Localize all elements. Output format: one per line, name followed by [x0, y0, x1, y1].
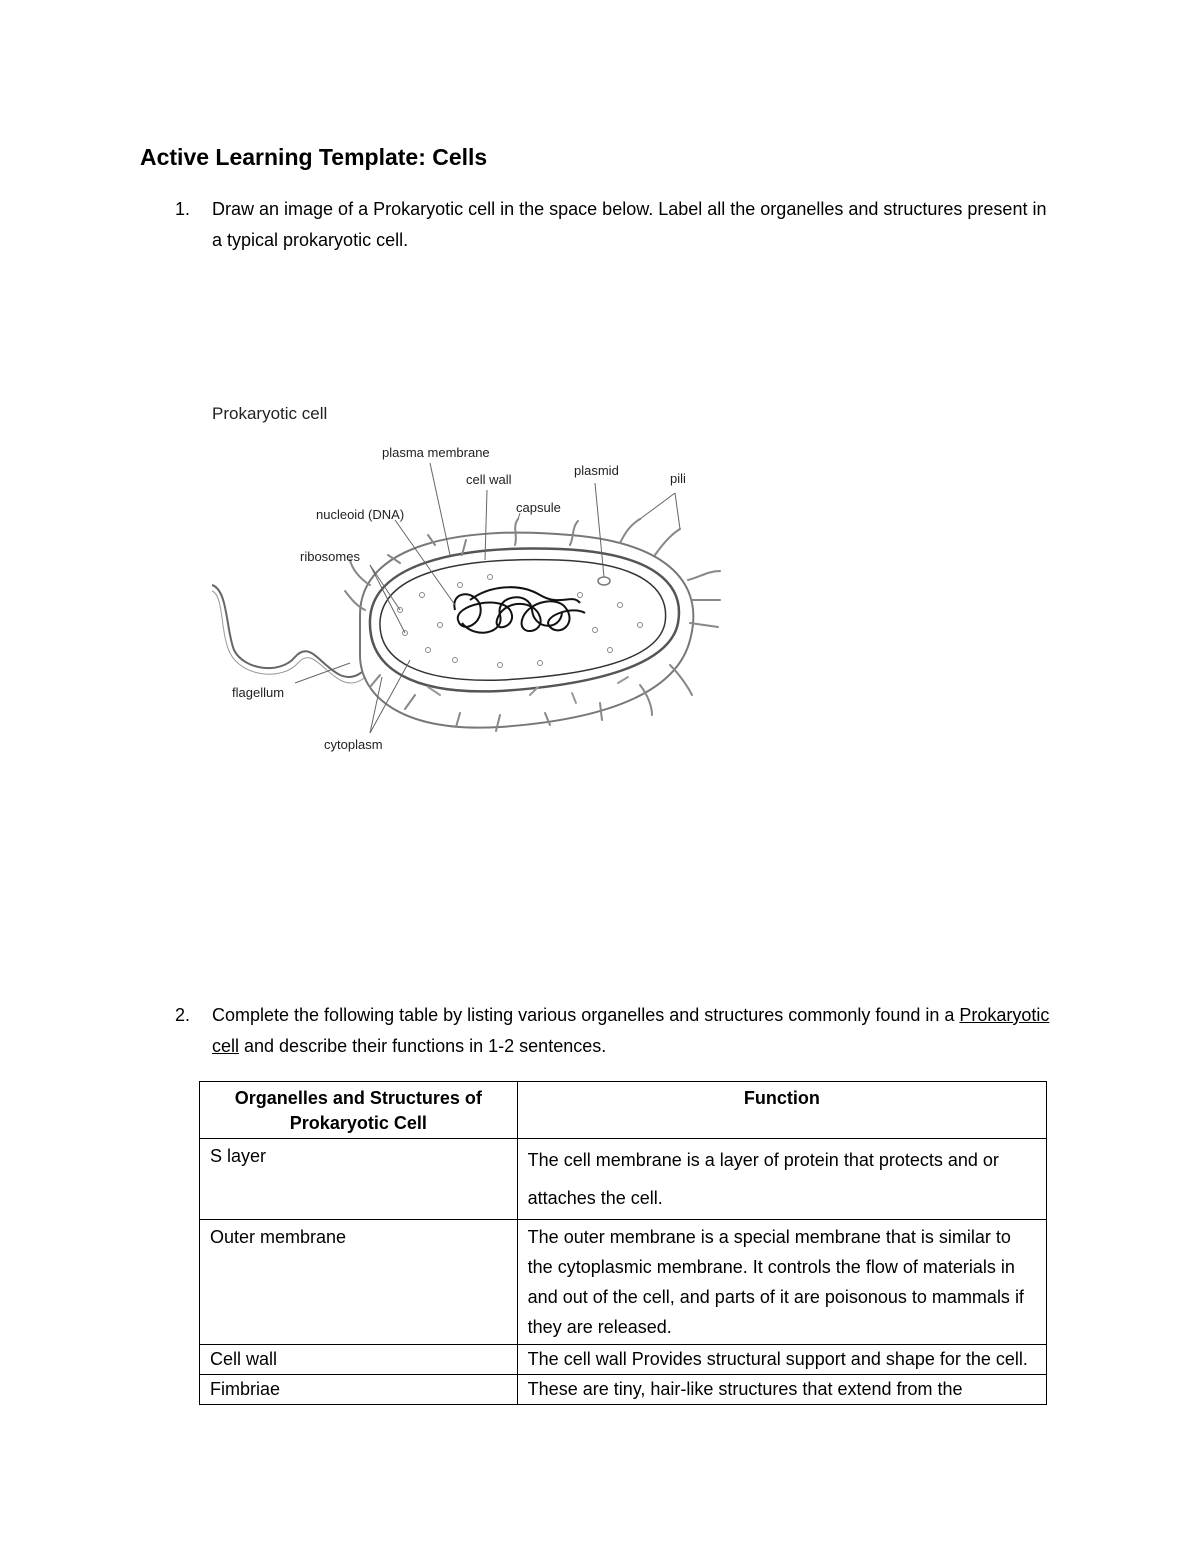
- label-pili: pili: [670, 471, 686, 486]
- label-flagellum: flagellum: [232, 685, 285, 700]
- label-cytoplasm: cytoplasm: [324, 737, 383, 752]
- table-cell-function: These are tiny, hair-like structures that extend from the: [517, 1375, 1046, 1405]
- label-plasma-membrane: plasma membrane: [382, 445, 490, 460]
- label-plasmid: plasmid: [574, 463, 619, 478]
- question-2: [175, 1000, 1055, 1062]
- table-row: [200, 1375, 1047, 1405]
- label-nucleoid: nucleoid (DNA): [316, 507, 405, 522]
- table-header-function: Function: [517, 1082, 1046, 1139]
- table-header-structure: Organelles and Structures of Prokaryotic Cell: [200, 1082, 518, 1139]
- question-1-number: 1.: [175, 199, 191, 219]
- table-cell-structure: S layer: [200, 1139, 518, 1220]
- table-row: [200, 1139, 1047, 1220]
- label-ribosomes: ribosomes: [300, 549, 360, 564]
- table-cell-structure: Outer membrane: [200, 1220, 518, 1345]
- table-cell-structure: Fimbriae: [200, 1375, 518, 1405]
- table-cell-function: The outer membrane is a special membrane that is similar to the cytoplasmic membrane. It controls the flow of materials in and out of the cell, and parts of it are poisonous to mammals if they are released.: [517, 1220, 1046, 1345]
- label-capsule: capsule: [516, 500, 561, 515]
- question-2-text-before: Complete the following table by listing various organelles and structures commonly found in a: [212, 1005, 960, 1025]
- table-row: [200, 1220, 1047, 1345]
- question-1: [175, 194, 1055, 256]
- question-2-text-underlined: Prokaryotic cell: [212, 1005, 1050, 1056]
- question-2-text-after: and describe their functions in 1-2 sentences.: [239, 1036, 607, 1056]
- label-cell-wall: cell wall: [466, 472, 512, 487]
- table-row: [200, 1345, 1047, 1375]
- table-cell-function: The cell wall Provides structural support and shape for the cell.: [517, 1345, 1046, 1375]
- organelles-table: [199, 1081, 1047, 1405]
- question-2-number: 2.: [175, 1005, 191, 1025]
- table-cell-structure: Cell wall: [200, 1345, 518, 1375]
- page-title: Active Learning Template: Cells: [140, 144, 488, 170]
- diagram-title: Prokaryotic cell: [212, 404, 328, 423]
- question-2-text: [212, 1000, 1055, 1062]
- question-1-text: Draw an image of a Prokaryotic cell in the space below. Label all the organelles and structures present in a typical prokaryotic cell.: [212, 199, 1047, 250]
- table-cell-function: The cell membrane is a layer of protein that protects and or attaches the cell.: [517, 1139, 1046, 1220]
- table-header-row: [200, 1082, 1047, 1139]
- prokaryotic-cell-diagram: [200, 395, 740, 765]
